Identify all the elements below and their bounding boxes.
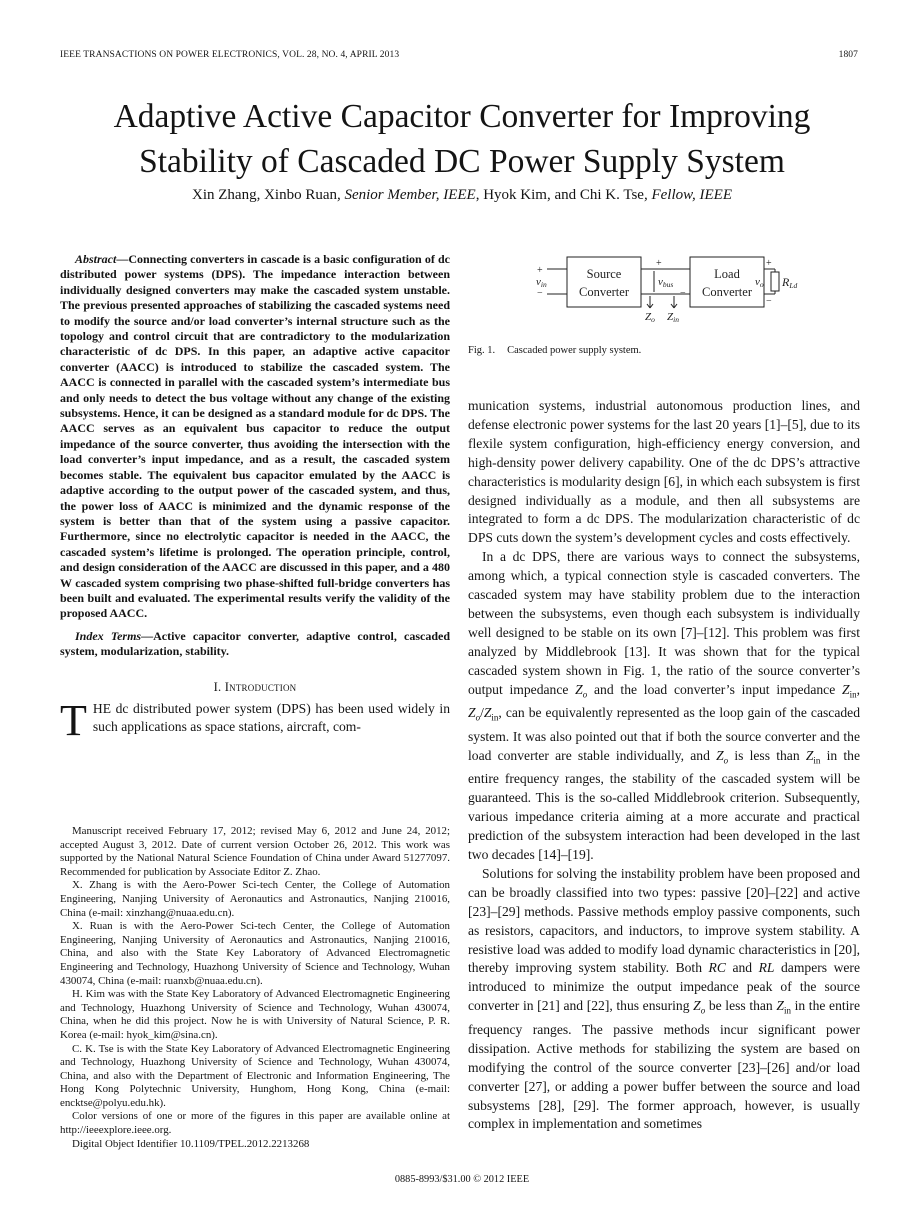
footnote-color: Color versions of one or more of the figures in this paper are available online at http://ieeexplore.ieee.org. (60, 1110, 450, 1137)
paragraph-2: In a dc DPS, there are various ways to connect the subsystems, among which, a typical connection style is cascaded converters. The cascaded system may have stability problem due to the interaction between the subsystems, even though each subsystem is individually well designed to be stable on its own [7]–[12]. This problem was first analyzed by Middlebrook [13]. It was shown that for the typical cascaded system shown in Fig. 1, the ratio of the source converter’s output impedance $Z_o$ and the load converter’s input impedance $Z_{in}$, $Z_o/Z_{in}$, can be equivalently represented as the loop gain of the cascaded system. It was also pointed out that if both the source converter and the load converter are stable individually, and $Z_o$ is less than $Z_{in}$ in the entire frequency ranges, the stability of the cascaded system will be guaranteed. This is the so-called Middlebrook criterion. Subsequently, various impedance criteria aiming at a more accurate and practical prediction of the subsystem interaction had been developed in the last two decades [14]–[19]. (468, 549, 860, 862)
source-converter-box (567, 257, 641, 307)
footnote-ruan: X. Ruan is with the Aero-Power Sci-tech Center, the College of Automation Engineering, Nanjing University of Aeronautics and Astronautics, Nanjing 210016, China, and also with the State Key Laboratory of Advanced Electromagnetic Engineering and Technology, Huazhong University of Science and Technology, Wuhan 430074, China (e-mail: ruanxb@nuaa.edu.cn). (60, 920, 450, 987)
intro-text: HE dc distributed power system (DPS) has been used widely in such applications as space stations, aircraft, com- (92, 700, 450, 735)
paragraph-1: munication systems, industrial autonomous production lines, and defense electronic power systems for the last 20 years [1]–[5], due to its flexile system configuration, high-efficiency energy conversion, and high-density power delivery capability. One of the dc DPS’s attractive characteristics is modularity design [6], in which each subsystem is first designed individually as a module, and then all subsystems are integrated to form a dc DPS. The modularization characteristic of dc DPS cuts down the system’s development cycles and costs effectively. (468, 398, 860, 546)
zo-label: Zo (645, 311, 655, 324)
index-terms-label: Index Terms (75, 628, 142, 643)
drop-cap: T (60, 695, 87, 745)
paper-title (40, 94, 884, 184)
source-label-1: Source (586, 267, 622, 281)
index-terms (60, 629, 450, 660)
vo-label: vo (755, 276, 764, 289)
left-column (60, 252, 450, 745)
footnote-tse: C. K. Tse is with the State Key Laboratory of Advanced Electromagnetic Engineering and Technology, Huazhong University of Science and Technology, Wuhan 430074, China, and also with the Department of Electronic and Information Engineering, The Hong Kong Polytechnic University, Hunghom, Hong Kong, China (e-mail: encktse@polyu.edu.hk). (60, 1042, 450, 1109)
author-title-1: , Senior Member, IEEE (336, 187, 476, 203)
footnote-kim: H. Kim was with the State Key Laboratory of Advanced Electromagnetic Engineering and Technology, Huazhong University of Science and Technology, Wuhan 430074, China, when he did this project. Now he is with University of Natural Science, P. R. Korea (e-mail: hyok_kim@sina.cn). (60, 988, 450, 1041)
footnote-manuscript: Manuscript received February 17, 2012; revised May 6, 2012 and June 24, 2012; accepted August 3, 2012. Date of current version October 26, 2012. This work was supported by the National Natural Science Foundation of China under Award 51277097. Recommended for publication by Associate Editor Z. Zhao. (60, 825, 450, 878)
vbus-minus: − (680, 288, 686, 299)
journal-name: IEEE TRANSACTIONS ON POWER ELECTRONICS, VOL. 28, NO. 4, APRIL 2013 (60, 50, 400, 60)
author-names-2: , Hyok Kim, and Chi K. Tse (475, 187, 644, 203)
vin-label: vin (536, 276, 547, 289)
abstract-text: —Connecting converters in cascade is a basic configuration of dc distributed power systems (DPS). The impedance interaction between individually designed converters may make the cascaded system unstable. The previous presented approaches of stabilizing the cascaded systems need to modify the source and/or load converter’s internal structure such as the topology and control circuit that are contradictory to the modularization characteristic of dc DPS. In this paper, an adaptive active capacitor converter (AACC) is introduced to stabilize the cascaded system. The AACC is connected in parallel with the cascaded system’s intermediate bus and only needs to detect the bus voltage without any change of the existing subsystems. Hence, it can be designed as a standard module for dc DPS. The AACC serves as an equivalent bus capacitor to reduce the output impedance of the source converter, thus avoiding the intersection with the load converter’s input impedance, and as a result, the cascaded system becomes stable. The equivalent bus capacitor emulated by the AACC is adaptive according to the output power of the cascaded system, and thus, the power loss of AACC is minimized and the dynamic response of the system is better than that of the system using a passive capacitor. Furthermore, since no electrolytic capacitor is needed in the AACC, the cascaded system’s lifetime is prolonged. The operation principle, control, and design consideration of the AACC are discussed in this paper, and a 480 W cascaded system comprising two phase-shifted full-bridge converters has been built and evaluated. The experimental results verify the validity of the proposed AACC. (60, 252, 450, 621)
rld-label: RLd (782, 275, 798, 290)
author-list (40, 187, 884, 204)
page-number: 1807 (838, 50, 858, 60)
load-label-1: Load (714, 267, 740, 281)
abstract (60, 252, 450, 622)
vo-plus: + (766, 258, 772, 269)
paragraph-3: Solutions for solving the instability problem have been proposed and can be broadly classified into two types: passive [20]–[22] and active [23]–[29] methods. Passive methods employ passive components, such as resistors, capacitors, and inductors, to improve system stability. A resistive load was added to modify load dynamic characteristics in [20], thereby improving system stability. Both RC and RL dampers were introduced to minimize the output impedance peak of the source converter in [21] and [22], thus ensuring $Z_o$ be less than $Z_{in}$ in the entire frequency ranges. The passive methods incur significant power dissipation. Active methods for stabilizing the system are based on modifying the control of the source converter [23]–[26] and/or load converter [27], or adding a power buffer between the source and load subsystems [28], [29]. The former approach, however, is usually complex in implementation and sometimes (468, 865, 860, 1132)
intro-paragraph (60, 695, 450, 745)
figure-1-label: Fig. 1. (468, 345, 496, 356)
figure-1-caption-text: Cascaded power supply system. (507, 345, 642, 356)
running-header (60, 50, 858, 64)
figure-1-caption (468, 345, 641, 356)
author-names-1: Xin Zhang, Xinbo Ruan (192, 187, 337, 203)
section-heading (60, 680, 450, 695)
footnote-block (60, 825, 450, 1151)
abstract-label: Abstract (75, 252, 117, 266)
source-label-2: Converter (579, 285, 629, 299)
vbus-label: vbus (658, 276, 674, 289)
load-label-2: Converter (702, 285, 752, 299)
load-converter-box (690, 257, 764, 307)
section-title: Introduction (224, 679, 297, 694)
vin-minus: − (537, 288, 543, 299)
vo-minus: − (766, 296, 772, 307)
vin-plus: + (537, 265, 543, 276)
load-resistor (771, 272, 779, 291)
copyright-footer: 0885-8993/$31.00 © 2012 IEEE (394, 1174, 530, 1185)
vbus-plus: + (656, 258, 662, 269)
index-terms-text: —Active capacitor converter, adaptive control, cascaded system, modularization, stability. (60, 628, 450, 659)
title-line-1: Adaptive Active Capacitor Converter for Improving (113, 98, 811, 135)
author-title-2: , Fellow, IEEE (643, 187, 732, 203)
section-number: I. (213, 679, 222, 694)
right-column-text (468, 397, 860, 1134)
zin-label: Zin (667, 311, 679, 324)
footnote-zhang: X. Zhang is with the Aero-Power Sci-tech Center, the College of Automation Engineering, Nanjing University of Aeronautics and Astronautics, Nanjing 210016, China (e-mail: xinzhang@nuaa.edu.cn). (60, 879, 450, 919)
title-line-2: Stability of Cascaded DC Power Supply System (139, 143, 785, 180)
cascaded-system-diagram (468, 252, 860, 342)
footnote-doi: Digital Object Identifier 10.1109/TPEL.2012.2213268 (72, 1137, 310, 1150)
